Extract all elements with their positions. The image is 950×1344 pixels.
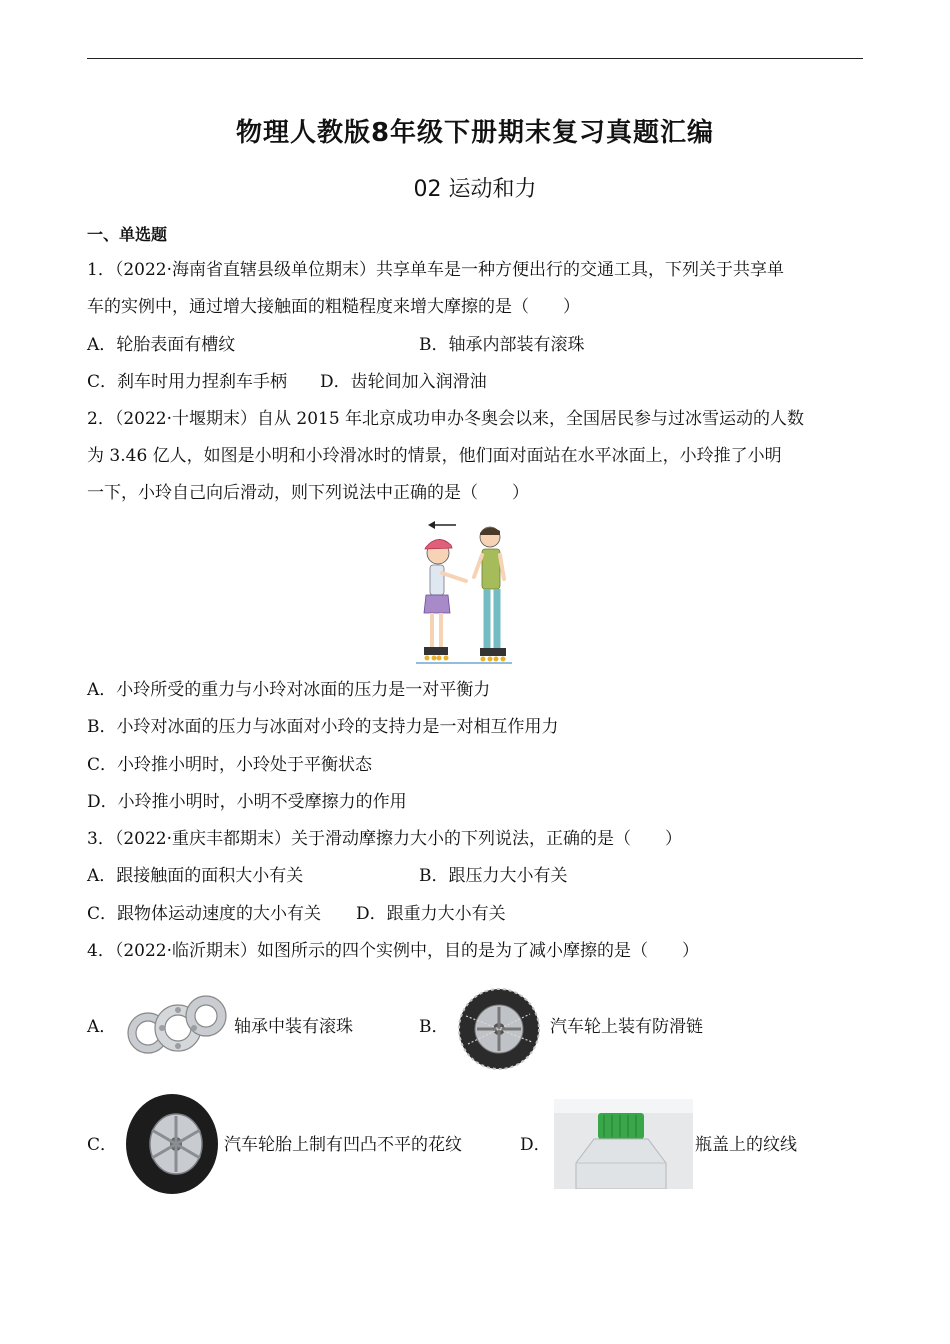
q2-stem-line-3: 一下，小玲自己向后滑动，则下列说法中正确的是（ ） (87, 483, 529, 503)
q2-option-c: C．小玲推小明时，小玲处于平衡状态 (87, 755, 373, 775)
q4-option-b-text: 汽车轮上装有防滑链 (550, 1017, 703, 1037)
q4-option-b-letter: B． (419, 1017, 449, 1037)
q1-option-a: A．轮胎表面有槽纹 (87, 335, 236, 355)
q1-option-b: B．轴承内部装有滚珠 (419, 335, 585, 355)
q3-option-a: A．跟接触面的面积大小有关 (87, 866, 304, 886)
q4-option-d-letter: D． (520, 1135, 551, 1155)
page-subtitle: 02 运动和力 (413, 177, 537, 202)
q4-option-c-text: 汽车轮胎上制有凹凸不平的花纹 (224, 1135, 462, 1155)
q2-stem-line-1: 2．（2022·十堰期末）自从 2015 年北京成功申办冬奥会以来，全国居民参与过冰雪运动的人数 (87, 409, 805, 429)
q4-option-d-text: 瓶盖上的纹线 (695, 1135, 797, 1155)
q4-option-a-text: 轴承中装有滚珠 (234, 1017, 353, 1037)
q1-stem-line-2: 车的实例中，通过增大接触面的粗糙程度来增大摩擦的是（ ） (87, 297, 580, 317)
header-rule (87, 58, 863, 59)
skating-figure (408, 515, 518, 667)
q4-option-a-letter: A． (87, 1017, 117, 1037)
q2-option-d: D．小玲推小明时，小明不受摩擦力的作用 (87, 792, 407, 812)
q2-option-b: B．小玲对冰面的压力与冰面对小玲的支持力是一对相互作用力 (87, 717, 559, 737)
q3-stem: 3．（2022·重庆丰都期末）关于滑动摩擦力大小的下列说法，正确的是（ ） (87, 829, 682, 849)
q1-stem-line-1: 1．（2022·海南省直辖县级单位期末）共享单车是一种方便出行的交通工具，下列关于共享单 (87, 260, 784, 280)
q1-option-c: C．刹车时用力捏刹车手柄 (87, 372, 288, 392)
q1-option-d: D．齿轮间加入润滑油 (320, 372, 487, 392)
tire-image (118, 1090, 222, 1196)
q3-option-b: B．跟压力大小有关 (419, 866, 568, 886)
q4-stem: 4．（2022·临沂期末）如图所示的四个实例中，目的是为了减小摩擦的是（ ） (87, 941, 699, 961)
q2-stem-line-2: 为 3.46 亿人，如图是小明和小玲滑冰时的情景，他们面对面站在水平冰面上，小玲推了小明 (87, 446, 782, 466)
q2-option-a: A．小玲所受的重力与小玲对冰面的压力是一对平衡力 (87, 680, 491, 700)
q3-option-d: D．跟重力大小有关 (356, 904, 506, 924)
snow-chain-tire-image (456, 986, 542, 1072)
bottle-cap-image (554, 1099, 693, 1189)
section-title: 一、单选题 (87, 225, 168, 244)
page-title: 物理人教版8年级下册期末复习真题汇编 (235, 118, 715, 148)
q4-option-c-letter: C． (87, 1135, 118, 1155)
q3-option-c: C．跟物体运动速度的大小有关 (87, 904, 322, 924)
bearing-image (118, 988, 228, 1058)
